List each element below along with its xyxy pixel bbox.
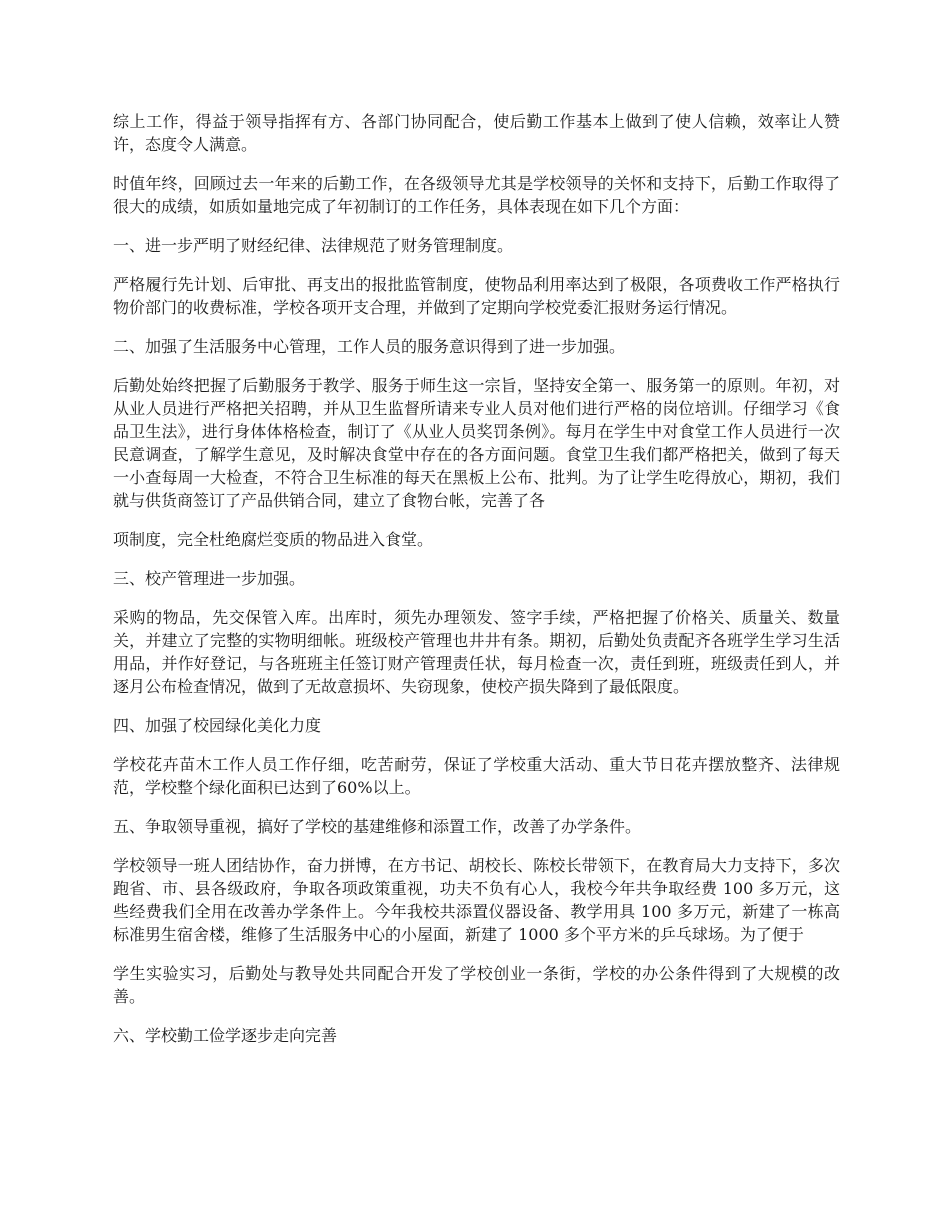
paragraph-construction-cont: 学生实验实习，后勤处与教导处共同配合开发了学校创业一条街，学校的办公条件得到了大规模的改善。 — [113, 964, 840, 1006]
paragraph-construction: 学校领导一班人团结协作，奋力拼博，在方书记、胡校长、陈校长带领下，在教育局大力支持下，多次跑省、市、县各级政府，争取各项政策重视，功夫不负有心人，我校今年共争取经费 100 多万元，这些经费我们全用在改善办学条件上。今年我校共添置仪器设备、教学用具 100 多万元，新建了一栋高标准男生宿舍楼，维修了生活服务中心的小屋面，新建了 1000 多个平方米的乒乓球场。为了便于 — [113, 856, 840, 944]
paragraph-finance: 严格履行先计划、后审批、再支出的报批监管制度，使物品利用率达到了极限，各项费收工作严格执行物价部门的收费标准，学校各项开支合理，并做到了定期向学校党委汇报财务运行情况。 — [113, 275, 840, 317]
paragraph-assets: 采购的物品，先交保管入库。出库时，须先办理领发、签字手续，严格把握了价格关、质量关、数量关，并建立了完整的实物明细帐。班级校产管理也井井有条。期初，后勤处负责配齐各班学生学习生活用品，并作好登记，与各班班主任签订财产管理责任状，每月检查一次，责任到班，班级责任到人，并逐月公布检查情况，做到了无故意损坏、失窃现象，使校产损失降到了最低限度。 — [113, 608, 840, 696]
section-heading-5: 五、争取领导重视，搞好了学校的基建维修和添置工作，改善了办学条件。 — [113, 817, 642, 836]
section-heading-4: 四、加强了校园绿化美化力度 — [113, 716, 322, 735]
paragraph-intro: 时值年终，回顾过去一年来的后勤工作，在各级领导尤其是学校领导的关怀和支持下，后勤工作取得了很大的成绩，如质如量地完成了年初制订的工作任务，具体表现在如下几个方面： — [113, 174, 840, 216]
paragraph-greening: 学校花卉苗木工作人员工作仔细，吃苦耐劳，保证了学校重大活动、重大节日花卉摆放整齐、法律规范，学校整个绿化面积已达到了60%以上。 — [113, 755, 840, 797]
section-heading-6: 六、学校勤工俭学逐步走向完善 — [113, 1026, 338, 1045]
paragraph-service-center-cont: 项制度，完全杜绝腐烂变质的物品进入食堂。 — [113, 530, 434, 549]
section-heading-1: 一、进一步严明了财经纪律、法律规范了财务管理制度。 — [113, 236, 514, 255]
paragraph-summary: 综上工作，得益于领导指挥有方、各部门协同配合，使后勤工作基本上做到了使人信赖，效率让人赞许，态度令人满意。 — [113, 112, 840, 154]
paragraph-service-center: 后勤处始终把握了后勤服务于教学、服务于师生这一宗旨，坚持安全第一、服务第一的原则。年初，对从业人员进行严格把关招聘，并从卫生监督所请来专业人员对他们进行严格的岗位培训。仔细学习《食品卫生法》，进行身体体格检查，制订了《从业人员奖罚条例》。每月在学生中对食堂工作人员进行一次民意调查，了解学生意见，及时解决食堂中存在的各方面问题。食堂卫生我们都严格把关，做到了每天一小查每周一大检查，不符合卫生标准的每天在黑板上公布、批判。为了让学生吃得放心，期初，我们就与供货商签订了产品供销合同，建立了食物台帐，完善了各 — [113, 376, 840, 510]
section-heading-2: 二、加强了生活服务中心管理，工作人员的服务意识得到了进一步加强。 — [113, 337, 626, 356]
document-body — [113, 110, 840, 1063]
section-heading-3: 三、校产管理进一步加强。 — [113, 569, 306, 588]
